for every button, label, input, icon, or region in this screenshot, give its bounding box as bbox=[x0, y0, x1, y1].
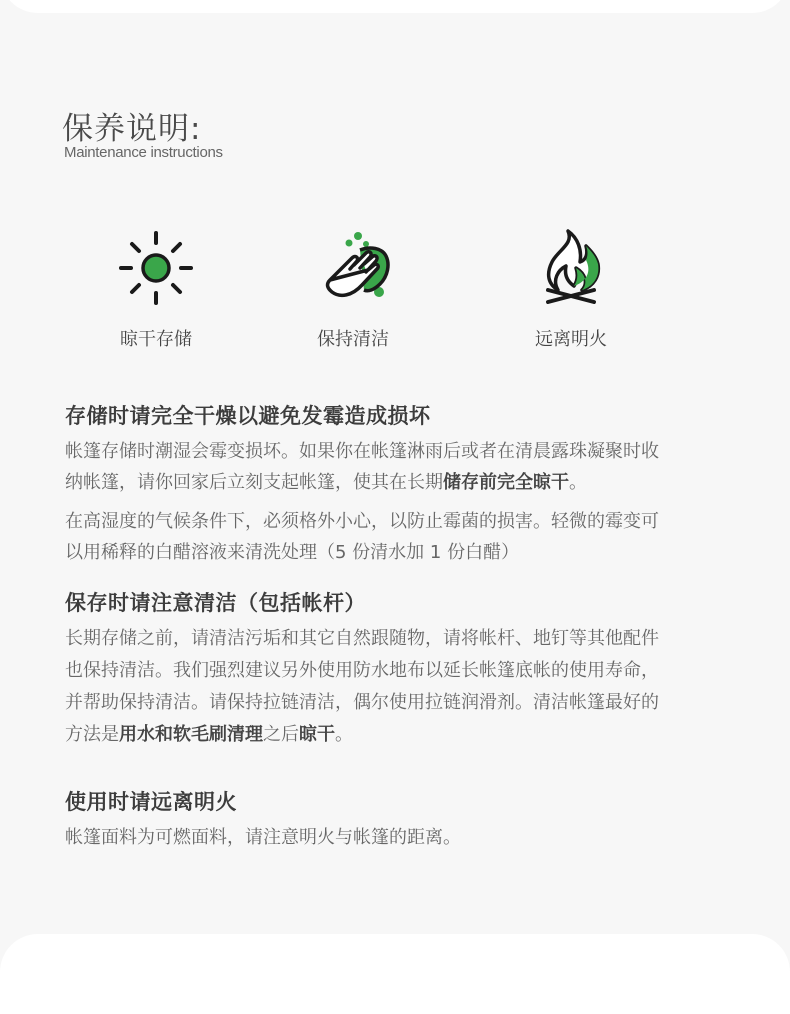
section-keep-clean bbox=[65, 587, 745, 751]
icon-label-away-from-fire: 远离明火 bbox=[535, 329, 607, 350]
section-title: 存储时请完全干燥以避免发霉造成损坏 bbox=[65, 404, 431, 428]
paragraph-line: 纳帐篷，请你回家后立刻支起帐篷，使其在长期储存前完全晾干。 bbox=[65, 472, 587, 493]
paragraph-line: 长期存储之前，请清洁污垢和其它自然跟随物，请将帐杆、地钉等其他配件 bbox=[65, 628, 659, 649]
paragraph-line: 帐篷面料为可燃面料，请注意明火与帐篷的距离。 bbox=[65, 827, 461, 848]
bottom-card bbox=[0, 934, 790, 1014]
paragraph-line: 以用稀释的白醋溶液来清洗处理（5 份清水加 1 份白醋） bbox=[65, 542, 520, 563]
paragraph-line: 并帮助保持清洁。请保持拉链清洁，偶尔使用拉链润滑剂。清洁帐篷最好的 bbox=[65, 692, 659, 713]
paragraph-line: 也保持清洁。我们强烈建议另外使用防水地布以延长帐篷底帐的使用寿命， bbox=[65, 660, 659, 681]
paragraph-line: 在高湿度的气候条件下，必须格外小心，以防止霉菌的损害。轻微的霉变可 bbox=[65, 511, 659, 532]
paragraph-line: 帐篷存储时潮湿会霉变损坏。如果你在帐篷淋雨后或者在清晨露珠凝聚时收 bbox=[65, 441, 659, 462]
section-dry-storage bbox=[65, 400, 745, 568]
section-title: 保存时请注意清洁（包括帐杆） bbox=[65, 591, 366, 615]
fire-icon bbox=[538, 228, 606, 306]
icon-label-keep-clean: 保持清洁 bbox=[317, 329, 389, 350]
page-subtitle: Maintenance instructions bbox=[64, 144, 223, 161]
washing-hands-icon bbox=[322, 230, 394, 304]
top-card bbox=[0, 0, 790, 13]
icon-label-dry-storage: 晾干存储 bbox=[120, 329, 192, 350]
section-title: 使用时请远离明火 bbox=[65, 790, 237, 814]
section-away-from-fire bbox=[65, 786, 745, 853]
sun-icon bbox=[118, 230, 194, 306]
paragraph-line: 方法是用水和软毛刷清理之后晾干。 bbox=[65, 724, 353, 745]
page-title: 保养说明: bbox=[62, 111, 202, 147]
